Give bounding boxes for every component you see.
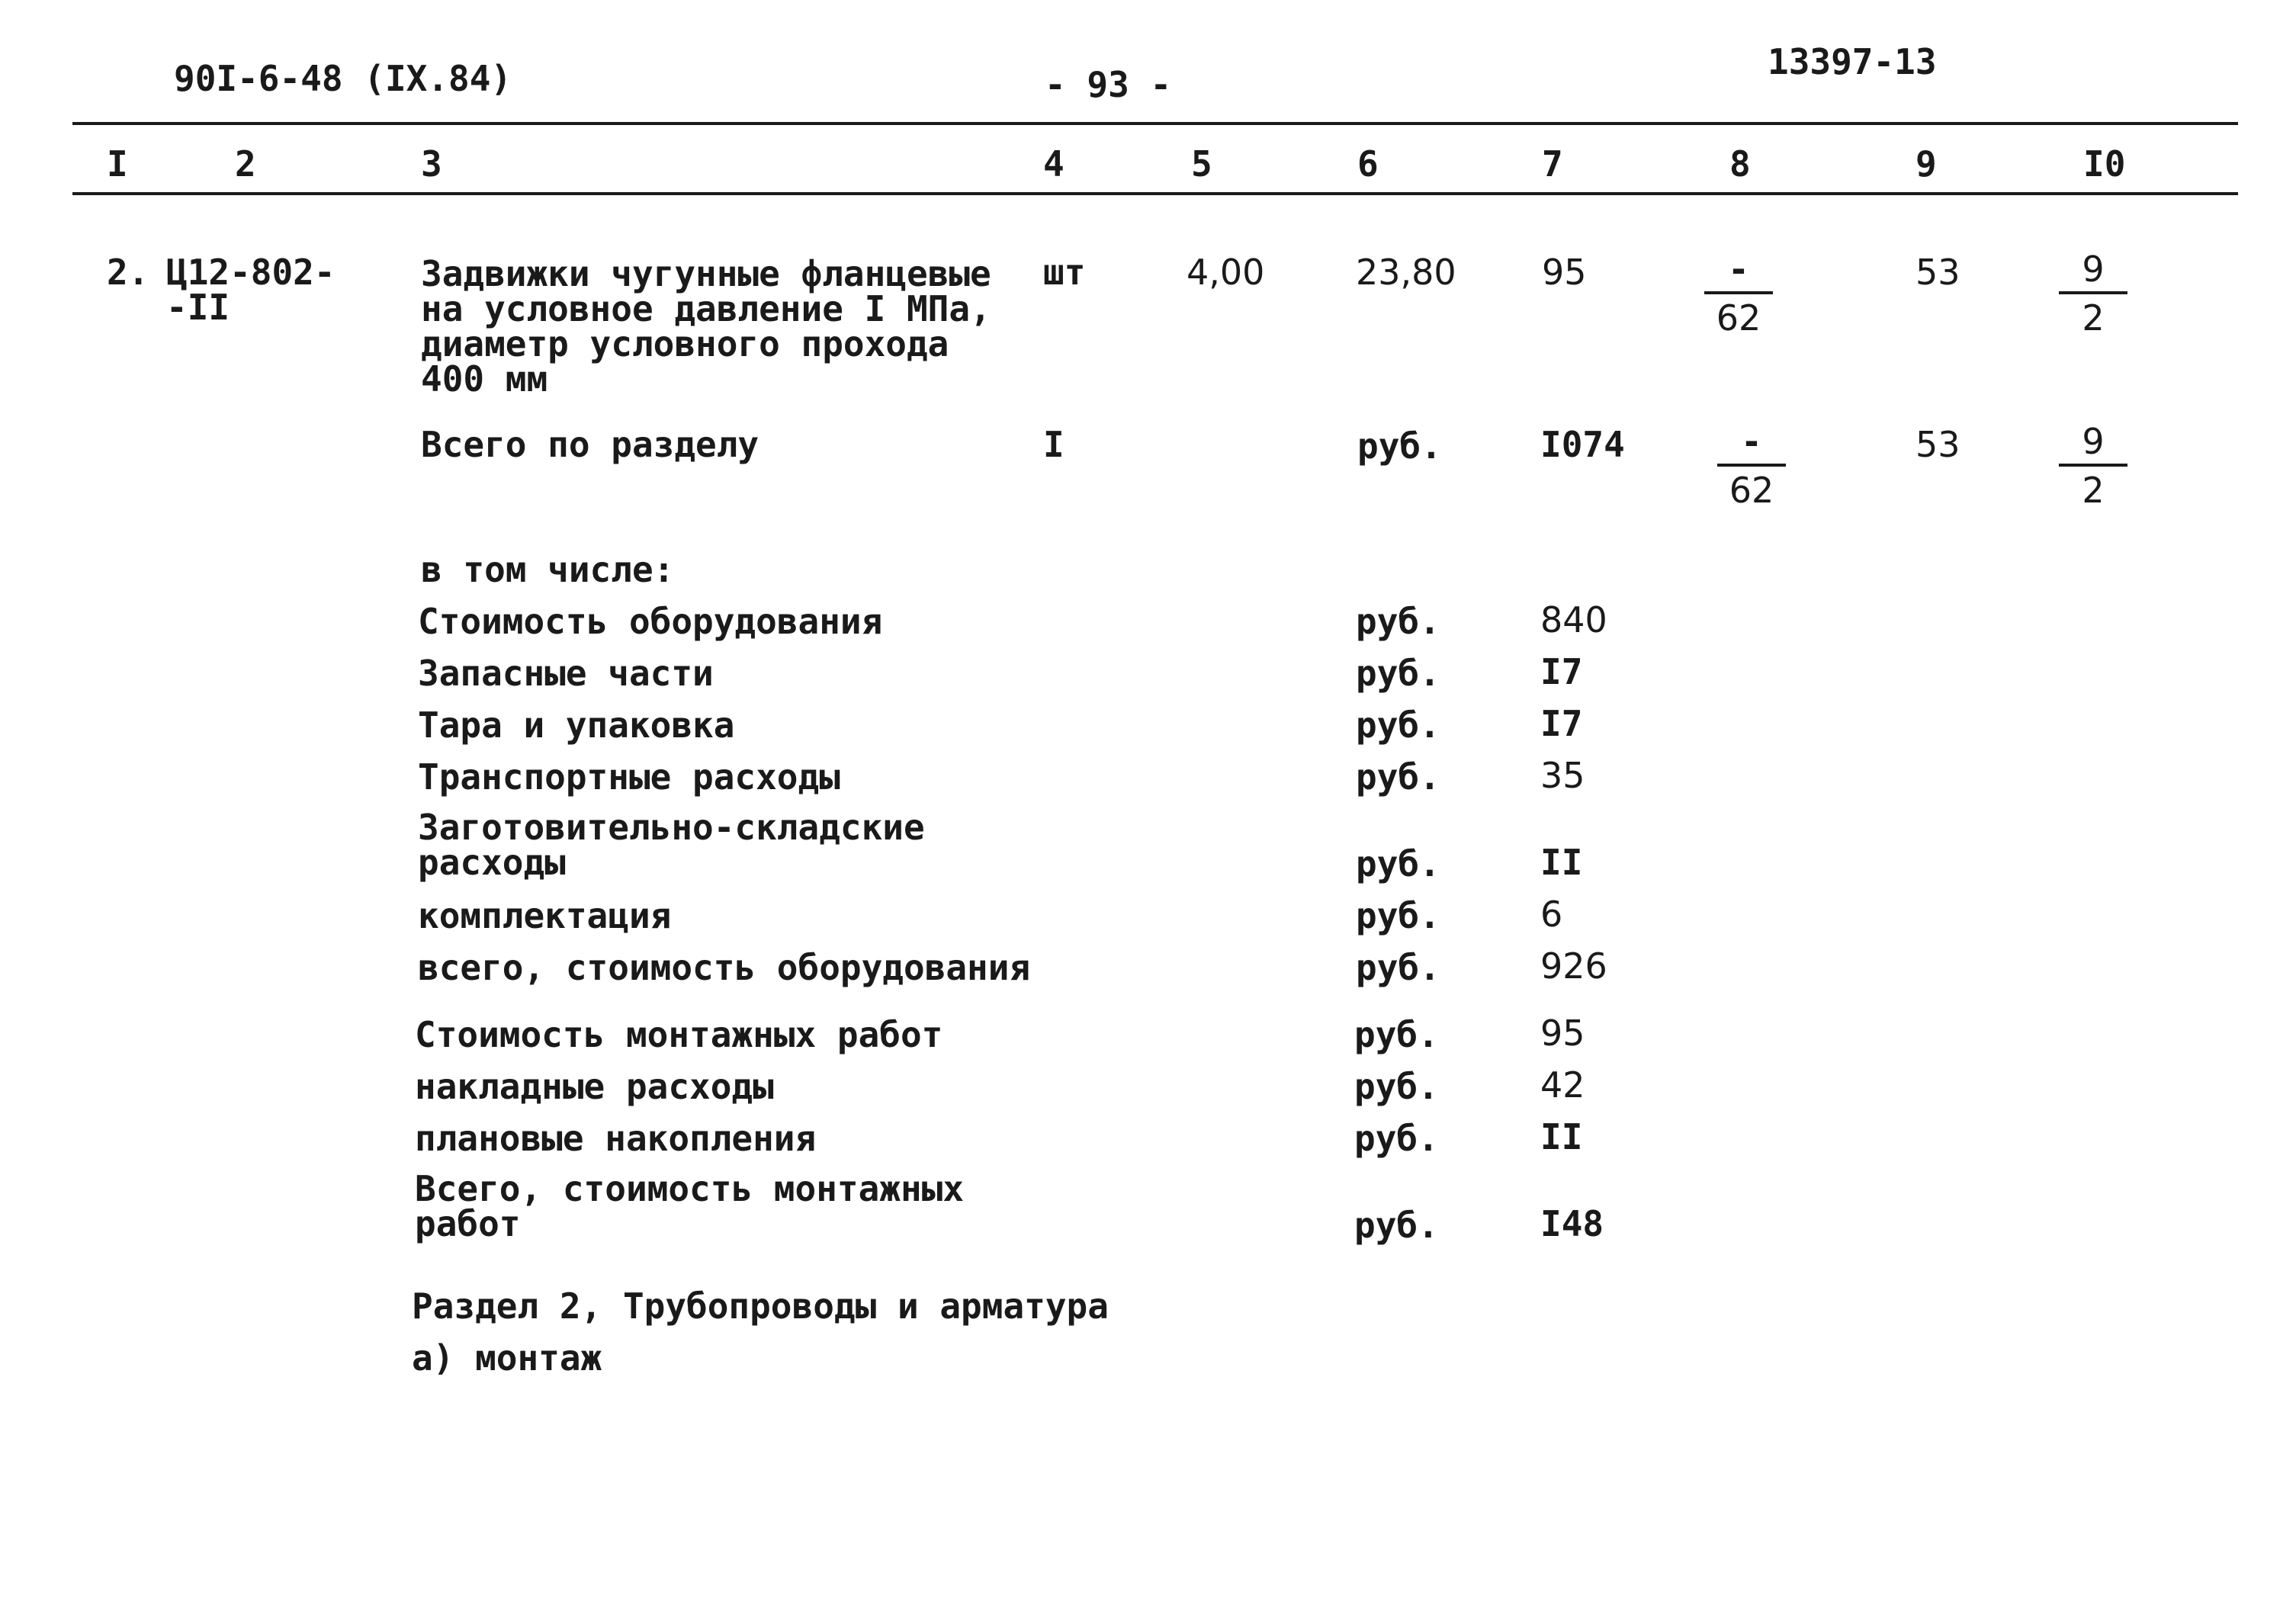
header-rule-top xyxy=(72,122,2238,125)
breakdown-unit: руб. xyxy=(1354,1118,1439,1159)
column-header-2: 2 xyxy=(235,143,256,185)
breakdown-label: плановые накопления xyxy=(415,1118,817,1159)
breakdown-value: 95 xyxy=(1540,1013,1585,1054)
fraction-bar xyxy=(2059,464,2127,467)
page-number: - 93 - xyxy=(1045,64,1172,105)
breakdown-value: 926 xyxy=(1540,945,1607,987)
section-total-label: Всего по разделу xyxy=(421,424,759,465)
breakdown-unit: руб. xyxy=(1356,947,1440,988)
breakdown-value: II xyxy=(1540,842,1583,883)
col10-fraction xyxy=(2051,421,2135,511)
breakdown-label-line2: работ xyxy=(415,1203,521,1244)
description-line3: диаметр условного прохода xyxy=(421,323,949,364)
breakdown-unit: руб. xyxy=(1356,601,1440,642)
breakdown-unit: руб. xyxy=(1354,1205,1439,1246)
col8-fraction xyxy=(1697,249,1781,339)
col10-numerator: 9 xyxy=(2082,249,2105,290)
including-label: в том числе: xyxy=(421,549,675,590)
column-header-4: 4 xyxy=(1043,143,1065,185)
section-title: Раздел 2, Трубопроводы и арматура xyxy=(412,1286,1109,1327)
col9-value: 53 xyxy=(1915,252,1960,293)
description-line2: на условное давление I МПа, xyxy=(421,288,991,329)
breakdown-value: I48 xyxy=(1540,1203,1604,1244)
col10-fraction xyxy=(2051,249,2135,339)
breakdown-label: комплектация xyxy=(418,895,672,936)
breakdown-unit: руб. xyxy=(1356,843,1440,884)
section-total-value: I074 xyxy=(1540,424,1625,465)
col8-denominator: 62 xyxy=(1729,470,1774,511)
breakdown-unit: руб. xyxy=(1356,756,1440,798)
sheet-code: 13397-13 xyxy=(1768,41,1937,82)
breakdown-label: всего, стоимость оборудования xyxy=(418,947,1031,988)
unit: шт xyxy=(1043,252,1086,293)
column-header-3: 3 xyxy=(421,143,442,185)
column-header-10: I0 xyxy=(2083,143,2126,185)
column-header-7: 7 xyxy=(1542,143,1563,185)
document-code: 90I-6-48 (IX.84) xyxy=(174,58,512,99)
breakdown-value: I7 xyxy=(1540,651,1583,692)
breakdown-value: 35 xyxy=(1540,755,1585,796)
description-line1: Задвижки чугунные фланцевые xyxy=(421,253,991,294)
section-total-unit: руб. xyxy=(1357,425,1442,467)
breakdown-unit: руб. xyxy=(1354,1014,1439,1055)
column-header-6: 6 xyxy=(1357,143,1379,185)
column-header-8: 8 xyxy=(1729,143,1751,185)
breakdown-unit: руб. xyxy=(1356,653,1440,694)
rate-code-line2: -II xyxy=(166,287,230,328)
col10-numerator: 9 xyxy=(2082,421,2105,462)
row-number: 2. xyxy=(107,252,149,293)
fraction-bar xyxy=(1717,464,1786,467)
breakdown-label: Тара и упаковка xyxy=(418,705,735,746)
breakdown-label: Стоимость монтажных работ xyxy=(415,1014,943,1055)
col10-denominator: 2 xyxy=(2082,297,2105,339)
breakdown-value: 6 xyxy=(1540,894,1563,935)
fraction-bar xyxy=(2059,291,2127,294)
column-header-1: I xyxy=(107,143,128,185)
rate-code-line1: Ц12-802- xyxy=(166,252,336,293)
col10-denominator: 2 xyxy=(2082,470,2105,511)
unit-price: 23,80 xyxy=(1356,252,1456,293)
col8-denominator: 62 xyxy=(1716,297,1761,339)
section-total-col4: I xyxy=(1043,424,1065,465)
column-header-5: 5 xyxy=(1191,143,1212,185)
breakdown-label-line2: расходы xyxy=(418,842,566,883)
breakdown-unit: руб. xyxy=(1354,1066,1439,1107)
description-line4: 400 мм xyxy=(421,358,548,400)
breakdown-label: Стоимость оборудования xyxy=(418,601,883,642)
section-subtitle: а) монтаж xyxy=(412,1337,602,1379)
col8-numerator: - xyxy=(1741,421,1762,462)
breakdown-label: Транспортные расходы xyxy=(418,756,840,798)
col9-value: 53 xyxy=(1915,424,1960,465)
breakdown-value: I7 xyxy=(1540,703,1583,744)
col8-numerator: - xyxy=(1728,249,1749,290)
column-header-9: 9 xyxy=(1915,143,1937,185)
breakdown-label-line1: Заготовительно-складские xyxy=(418,807,925,848)
breakdown-label: накладные расходы xyxy=(415,1066,774,1107)
breakdown-unit: руб. xyxy=(1356,705,1440,746)
breakdown-label-line1: Всего, стоимость монтажных xyxy=(415,1168,965,1209)
breakdown-value: 42 xyxy=(1540,1064,1585,1106)
header-rule-bottom xyxy=(72,192,2238,195)
breakdown-value: II xyxy=(1540,1116,1583,1157)
breakdown-unit: руб. xyxy=(1356,895,1440,936)
breakdown-value: 840 xyxy=(1540,599,1607,640)
breakdown-label: Запасные части xyxy=(418,653,714,694)
col8-fraction xyxy=(1710,421,1793,511)
quantity: 4,00 xyxy=(1187,252,1265,293)
fraction-bar xyxy=(1704,291,1773,294)
total-cost: 95 xyxy=(1542,252,1587,293)
